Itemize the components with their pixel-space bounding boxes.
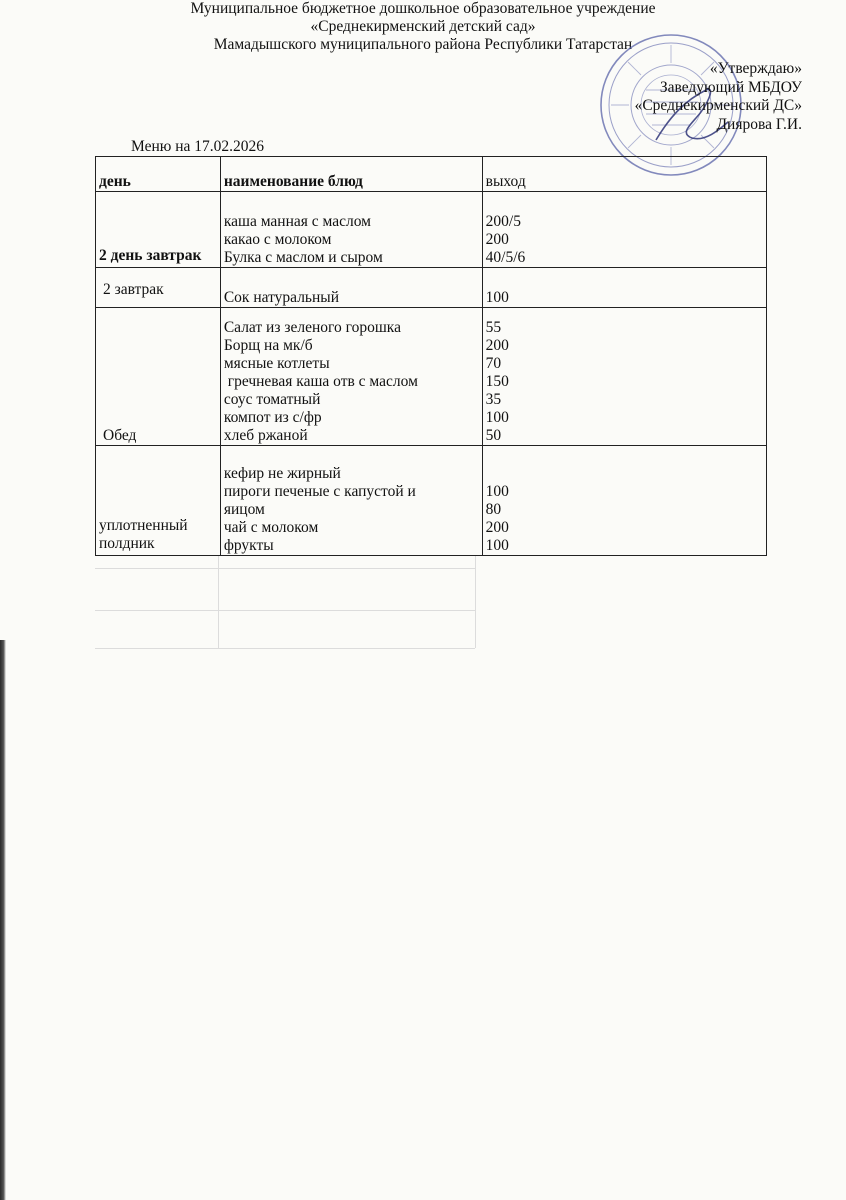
yield-item: 200 [485,519,509,536]
meal-day-label: Обед [103,427,137,444]
approval-block [635,60,802,134]
table-row [96,446,767,556]
dish-item: Сок натуральный [223,289,340,306]
org-line-2: «Среднекирменский детский сад» [310,18,536,35]
dish-list [220,308,482,446]
yield-item: 55 [485,319,502,336]
org-line-1: Муниципальное бюджетное дошкольное образовательное учреждение [190,0,656,17]
dish-item: мясные котлеты [223,355,330,372]
dish-item: кефир не жирный [223,465,341,482]
header-yield: выход [482,157,766,192]
yield-item: 100 [485,537,509,554]
yield-list [482,308,766,446]
dish-item: пироги печеные с капустой и [223,483,416,500]
dish-item: Салат из зеленого горошка [223,319,401,336]
yield-list [482,192,766,268]
yield-item: 50 [485,427,502,444]
table-header-row [96,157,767,192]
dish-list [220,446,482,556]
yield-item: 100 [485,409,509,426]
approval-line-1: «Утверждаю» [709,60,802,77]
yield-item: 35 [485,391,502,408]
org-line-3: Мамадышского муниципального района Республики Татарстан [213,36,633,53]
dish-list [220,268,482,308]
bleed-line [218,556,219,648]
bleed-line [475,556,476,648]
dish-item: хлеб ржаной [223,427,308,444]
dish-item: фрукты [223,537,274,554]
yield-item: 100 [485,483,509,500]
approval-line-2: Заведующий МБДОУ [659,78,802,96]
scan-edge-shadow [0,640,6,1200]
dish-item: каша манная с маслом [223,213,371,230]
table-row [96,268,767,308]
yield-list [482,446,766,556]
bleed-line [95,648,475,649]
dish-item: какао с молоком [223,231,332,248]
meal-day-label: 2 завтрак [103,281,164,298]
dish-item: соус томатный [223,391,321,408]
approval-line-3: «Среднекирменский ДС» [634,97,802,114]
approval-line-4: Диярова Г.И. [716,115,802,133]
bleed-line [95,568,475,569]
meal-day [96,308,221,446]
dish-item: Булка с маслом и сыром [223,249,383,266]
dish-item: компот из с/фр [223,409,322,426]
yield-item: 200/5 [485,213,521,230]
menu-table [95,156,767,556]
dish-item: Борщ на мк/б [223,337,313,354]
bleed-line [95,610,475,611]
yield-item: 200 [485,231,509,248]
header-dishes: наименование блюд [220,157,482,192]
yield-item: 40/5/6 [485,249,526,266]
dish-item: гречневая каша отв с маслом [223,373,418,390]
meal-day [96,268,221,308]
header-day: день [96,157,221,192]
dish-item: яицом [223,501,265,518]
menu-date-title: Меню на 17.02.2026 [131,138,265,155]
yield-item: 150 [485,373,509,390]
meal-day [96,192,221,268]
yield-item: 100 [485,289,509,306]
meal-day [96,446,221,556]
meal-day-label: уплотненный полдник [99,517,188,552]
yield-item: 70 [485,355,502,372]
yield-list [482,268,766,308]
dish-item: чай с молоком [223,519,319,536]
dish-list [220,192,482,268]
yield-item: 80 [485,501,502,518]
meal-day-label: 2 день завтрак [99,247,202,264]
table-row [96,192,767,268]
yield-item: 200 [485,337,509,354]
table-row [96,308,767,446]
